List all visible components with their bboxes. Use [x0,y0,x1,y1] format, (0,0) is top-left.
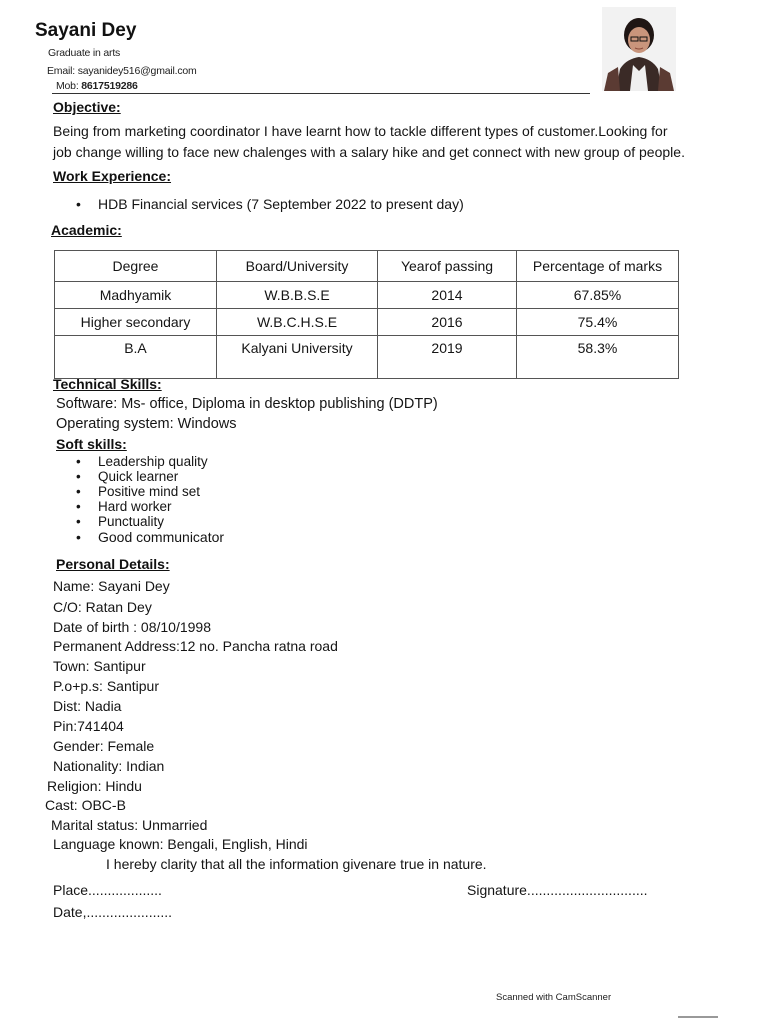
table-cell: B.A [55,336,217,379]
list-item: • Leadership quality [76,454,208,469]
personal-religion: Religion: Hindu [47,778,142,794]
personal-marital-status: Marital status: Unmarried [51,817,208,833]
table-cell: 58.3% [517,336,679,379]
bullet-icon: • [76,196,81,212]
table-cell: W.B.B.S.E [217,282,378,309]
declaration: I hereby clarity that all the information givenare true in nature. [106,856,487,872]
personal-care-of: C/O: Ratan Dey [53,599,152,615]
bullet-icon: • [76,469,81,484]
list-item: • Punctuality [76,514,165,529]
personal-address: Permanent Address:12 no. Pancha ratna road [53,638,338,654]
objective-heading: Objective: [53,99,121,115]
technical-skills-heading: Technical Skills: [53,376,162,392]
table-row [55,282,679,309]
technical-software: Software: Ms- office, Diploma in desktop publishing (DDTP) [56,396,438,412]
soft-skills-heading: Soft skills: [56,436,127,452]
column-header: Board/University [217,251,378,282]
personal-cast: Cast: OBC-B [45,797,126,813]
table-cell: 75.4% [517,309,679,336]
technical-os: Operating system: Windows [56,416,237,432]
scanner-stamp-mark [678,1016,718,1018]
column-header: Percentage of marks [517,251,679,282]
table-cell: 67.85% [517,282,679,309]
mobile-label: Mob: [56,80,79,92]
list-item: • Good communicator [76,529,225,545]
date-field: Date,...................... [53,904,173,920]
person-photo-icon [602,7,676,91]
column-header: Degree [55,251,217,282]
personal-languages: Language known: Bengali, English, Hindi [53,836,308,852]
personal-nationality: Nationality: Indian [53,758,165,774]
header-divider [52,93,590,94]
mobile-number: 8617519286 [81,80,138,92]
personal-details-heading: Personal Details: [56,556,170,572]
work-experience-heading: Work Experience: [53,168,172,184]
objective-line-1: Being from marketing coordinator I have learnt how to tackle different types of customer.Looking for [53,123,668,139]
column-header: Yearof passing [378,251,517,282]
personal-pin: Pin:741404 [53,718,124,734]
personal-dist: Dist: Nadia [53,698,122,714]
bullet-icon: • [76,499,81,514]
bullet-icon: • [76,454,81,469]
place-field: Place................... [53,882,162,898]
personal-name: Name: Sayani Dey [53,578,170,594]
table-cell: 2019 [378,336,517,379]
candidate-name: Sayani Dey [35,20,137,41]
table-cell: Madhyamik [55,282,217,309]
table-cell: Kalyani University [217,336,378,379]
work-experience-item [76,196,464,212]
objective-line-2: job change willing to face new chalenges with a salary hike and get connect with new group of people. [53,144,685,160]
bullet-icon: • [76,484,81,499]
bullet-icon: • [76,514,81,529]
work-experience-text: HDB Financial services (7 September 2022 to present day) [98,196,464,212]
personal-dob: Date of birth : 08/10/1998 [53,619,211,635]
mobile [56,80,138,92]
soft-skills-list [76,454,224,545]
table-cell: 2014 [378,282,517,309]
list-item: • Positive mind set [76,484,201,499]
table-row [55,336,679,379]
bullet-icon: • [76,529,81,545]
list-item: • Hard worker [76,499,172,514]
table-cell: W.B.C.H.S.E [217,309,378,336]
academic-table-header [55,251,679,282]
qualification: Graduate in arts [48,47,121,59]
academic-heading: Academic: [51,222,122,238]
profile-photo [602,7,676,91]
email: Email: sayanidey516@gmail.com [47,65,197,77]
table-row [55,309,679,336]
scanner-watermark: Scanned with CamScanner [496,992,612,1003]
table-cell: 2016 [378,309,517,336]
personal-gender: Gender: Female [53,738,155,754]
list-item: • Quick learner [76,469,179,484]
personal-town: Town: Santipur [53,658,146,674]
signature-field: Signature............................... [467,882,648,898]
table-cell: Higher secondary [55,309,217,336]
personal-po-ps: P.o+p.s: Santipur [53,678,159,694]
academic-table [54,250,679,379]
